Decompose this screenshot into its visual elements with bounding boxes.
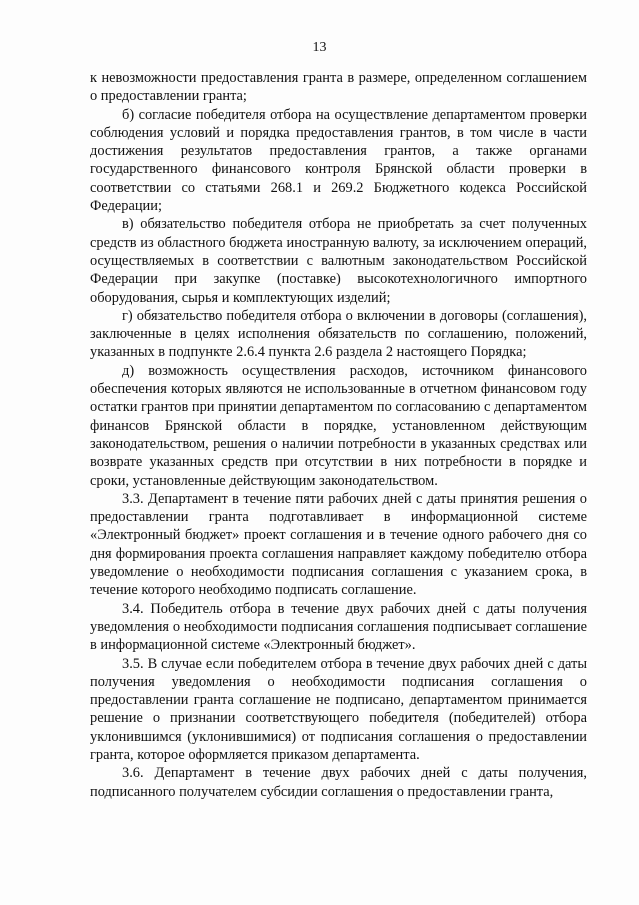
document-body [90, 69, 587, 801]
paragraph-d: д) возможность осуществления расходов, источником финансового обеспечения которых являются не использованные в отчетном финансовом году остатки грантов при принятии департаментом по согласованию с департаментом финансов Брянской области в порядке, установленном действующим законодательством, решения о наличии потребности в указанных средствах или возврате указанных средств при отсутствии в них потребности в порядке и сроки, установленные действующим законодательством. [90, 362, 587, 489]
paragraph-continuation: к невозможности предоставления гранта в размере, определенном соглашением о предоставлении гранта; [90, 70, 587, 105]
paragraph-b: б) согласие победителя отбора на осуществление департаментом проверки соблюдения условий и порядка предоставления грантов, в том числе в части достижения результатов предоставления грантов, а также органами государственного финансового контроля Брянской области проверки в соответствии со статьями 268.1 и 269.2 Бюджетного кодекса Российской Федерации; [90, 106, 587, 215]
paragraph-g: г) обязательство победителя отбора о включении в договоры (соглашения), заключенные в целях исполнения обязательств по соглашению, положений, указанных в подпункте 2.6.4 пункта 2.6 раздела 2 настоящего Порядка; [90, 307, 587, 361]
paragraph-3-3: 3.3. Департамент в течение пяти рабочих дней с даты принятия решения о предоставлении гранта подготавливает в информационной системе «Электронный бюджет» проект соглашения и в течение одного рабочего дня со дня формирования проекта соглашения направляет каждому победителю отбора уведомление о необходимости подписания соглашения с указанием срока, в течение которого необходимо подписать соглашение. [90, 490, 587, 599]
page-number: 13 [312, 40, 327, 55]
paragraph-3-5: 3.5. В случае если победителем отбора в течение двух рабочих дней с даты получения уведомления о необходимости подписания соглашения о предоставлении гранта соглашение не подписано, департаментом принимается решение о признании соответствующего победителя (победителей) отбора уклонившимся (уклонившимися) от подписания соглашения о предоставлении гранта, которое оформляется приказом департамента. [90, 655, 587, 763]
paragraph-3-6: 3.6. Департамент в течение двух рабочих дней с даты получения, подписанного получателем субсидии соглашения о предоставлении гранта, [90, 765, 587, 800]
paragraph-v: в) обязательство победителя отбора не приобретать за счет полученных средств из областного бюджета иностранную валюту, за исключением операций, осуществляемых в соответствии с валютным законодательством Российской Федерации при закупке (поставке) высокотехнологичного импортного оборудования, сырья и комплектующих изделий; [90, 216, 587, 306]
paragraph-3-4: 3.4. Победитель отбора в течение двух рабочих дней с даты получения уведомления о необходимости подписания соглашения подписывает соглашение в информационной системе «Электронный бюджет». [90, 600, 587, 654]
